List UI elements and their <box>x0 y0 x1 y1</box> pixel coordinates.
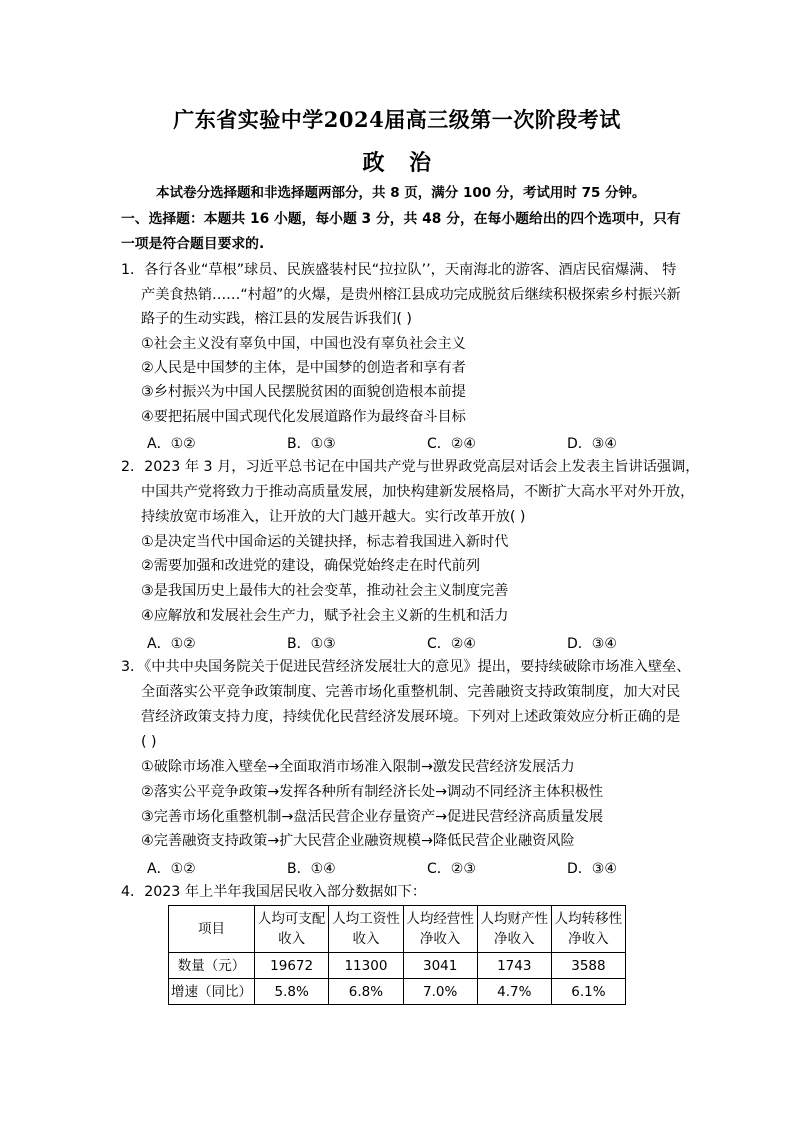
question-3-line: 全面落实公平竞争政策制度、完善市场化重整机制、完善融资支持政策制度，加大对民 <box>141 684 681 700</box>
statement: ③乡村振兴为中国人民摆脱贫困的面貌创造根本前提 <box>141 384 466 400</box>
row-label: 数量（元） <box>169 953 255 979</box>
statement: ④要把拓展中国式现代化发展道路作为最终奋斗目标 <box>141 409 466 425</box>
column-header-line: 人均财产性 <box>480 911 549 927</box>
question-2-line: 持续放宽市场准入，让开放的大门越开越大。实行改革开放( ) <box>141 509 526 525</box>
section-heading: 一、选择题：本题共 16 小题，每小题 3 分，共 48 分，在每小题给出的四个选项中，只有 <box>121 211 681 227</box>
table-cell: 4.7% <box>477 979 551 1005</box>
statement: ①破除市场准入壁垒→全面取消市场准入限制→激发民营经济发展活力 <box>141 759 575 775</box>
table-cell: 6.1% <box>551 979 625 1005</box>
statement: ②需要加强和改进党的建设，确保党始终走在时代前列 <box>141 558 481 574</box>
income-data-table <box>168 905 626 1005</box>
option-a[interactable]: A．①② <box>147 436 196 452</box>
statement: ①社会主义没有辜负中国，中国也没有辜负社会主义 <box>141 336 466 352</box>
table-header-row <box>169 906 626 953</box>
column-header-line: 净收入 <box>419 931 461 947</box>
column-header <box>551 906 625 953</box>
question-4-line: 4．2023 年上半年我国居民收入部分数据如下： <box>121 884 427 900</box>
table-row <box>169 979 626 1005</box>
option-c[interactable]: C．②④ <box>427 436 476 452</box>
option-d[interactable]: D．③④ <box>567 436 617 452</box>
table-cell: 6.8% <box>329 979 403 1005</box>
option-b[interactable]: B．①④ <box>287 861 336 877</box>
column-header-line: 人均工资性 <box>332 911 400 927</box>
section-heading-cont: 一项是符合题目要求的. <box>121 236 265 252</box>
option-a[interactable]: A．①② <box>147 861 196 877</box>
exam-title: 广东省实验中学2024届高三级第一次阶段考试 <box>173 107 621 132</box>
column-header-line: 人均经营性 <box>406 911 474 927</box>
question-1-line: 路子的生动实践，榕江县的发展告诉我们( ) <box>141 311 412 327</box>
row-label: 增速（同比） <box>169 979 255 1005</box>
column-header-line: 净收入 <box>568 931 609 947</box>
question-1-line: 产美食热销……“村超”的火爆，是贵州榕江县成功完成脱贫后继续积极探索乡村振兴新 <box>141 287 681 303</box>
column-header-line: 人均可支配 <box>257 911 326 927</box>
table-cell: 3588 <box>551 953 625 979</box>
column-header <box>403 906 477 953</box>
subject-char: 政 <box>362 150 385 176</box>
question-2-line: 中国共产党将致力于推动高质量发展，加快构建新发展格局，不断扩大高水平对外开放， <box>141 484 695 500</box>
subject-char: 治 <box>409 150 432 176</box>
column-header <box>329 906 403 953</box>
column-header <box>477 906 551 953</box>
option-d[interactable]: D．③④ <box>567 861 617 877</box>
subject-title <box>0 146 794 177</box>
statement: ②落实公平竞争政策→发挥各种所有制经济长处→调动不同经济主体积极性 <box>141 784 604 800</box>
table-cell: 1743 <box>477 953 551 979</box>
option-c[interactable]: C．②③ <box>427 861 476 877</box>
option-d[interactable]: D．③④ <box>567 636 617 652</box>
table-cell: 7.0% <box>403 979 477 1005</box>
column-header-line: 净收入 <box>494 931 535 947</box>
statement: ③是我国历史上最伟大的社会变革，推动社会主义制度完善 <box>141 583 509 599</box>
question-3-line: 营经济政策支持力度，持续优化民营经济发展环境。下列对上述政策效应分析正确的是 <box>141 709 681 725</box>
option-a[interactable]: A．①② <box>147 636 196 652</box>
table-cell: 11300 <box>329 953 403 979</box>
column-header <box>254 906 328 953</box>
statement: ④完善融资支持政策→扩大民营企业融资规模→降低民营企业融资风险 <box>141 833 575 849</box>
question-2-line: 2．2023 年 3 月，习近平总书记在中国共产党与世界政党高层对话会上发表主旨讲话强调， <box>121 459 700 475</box>
exam-instructions: 本试卷分选择题和非选择题两部分，共 8 页，满分 100 分，考试用时 75 分钟。 <box>156 185 646 201</box>
column-header-line: 收入 <box>278 931 306 947</box>
column-header-line: 人均转移性 <box>554 911 623 927</box>
table-row <box>169 953 626 979</box>
statement: ②人民是中国梦的主体，是中国梦的创造者和享有者 <box>141 360 466 376</box>
table-row-header: 项目 <box>169 906 255 953</box>
option-b[interactable]: B．①③ <box>287 436 336 452</box>
table-cell: 3041 <box>403 953 477 979</box>
option-b[interactable]: B．①③ <box>287 636 336 652</box>
question-3-line: ( ) <box>141 734 157 750</box>
statement: ④应解放和发展社会生产力，赋予社会主义新的生机和活力 <box>141 608 509 624</box>
table-cell: 19672 <box>254 953 328 979</box>
question-1-line: 1．各行各业“草根”球员、民族盛装村民“拉拉队’’，天南海北的游客、酒店民宿爆满、 特 <box>121 262 677 278</box>
statement: ③完善市场化重整机制→盘活民营企业存量资产→促进民营经济高质量发展 <box>141 809 604 825</box>
table-cell: 5.8% <box>254 979 328 1005</box>
column-header-line: 收入 <box>352 931 380 947</box>
option-c[interactable]: C．②④ <box>427 636 476 652</box>
question-3-line: 3．《中共中央国务院关于促进民营经济发展壮大的意见》提出，要持续破除市场准入壁垒、 <box>121 659 691 675</box>
statement: ①是决定当代中国命运的关键抉择，标志着我国进入新时代 <box>141 534 509 550</box>
